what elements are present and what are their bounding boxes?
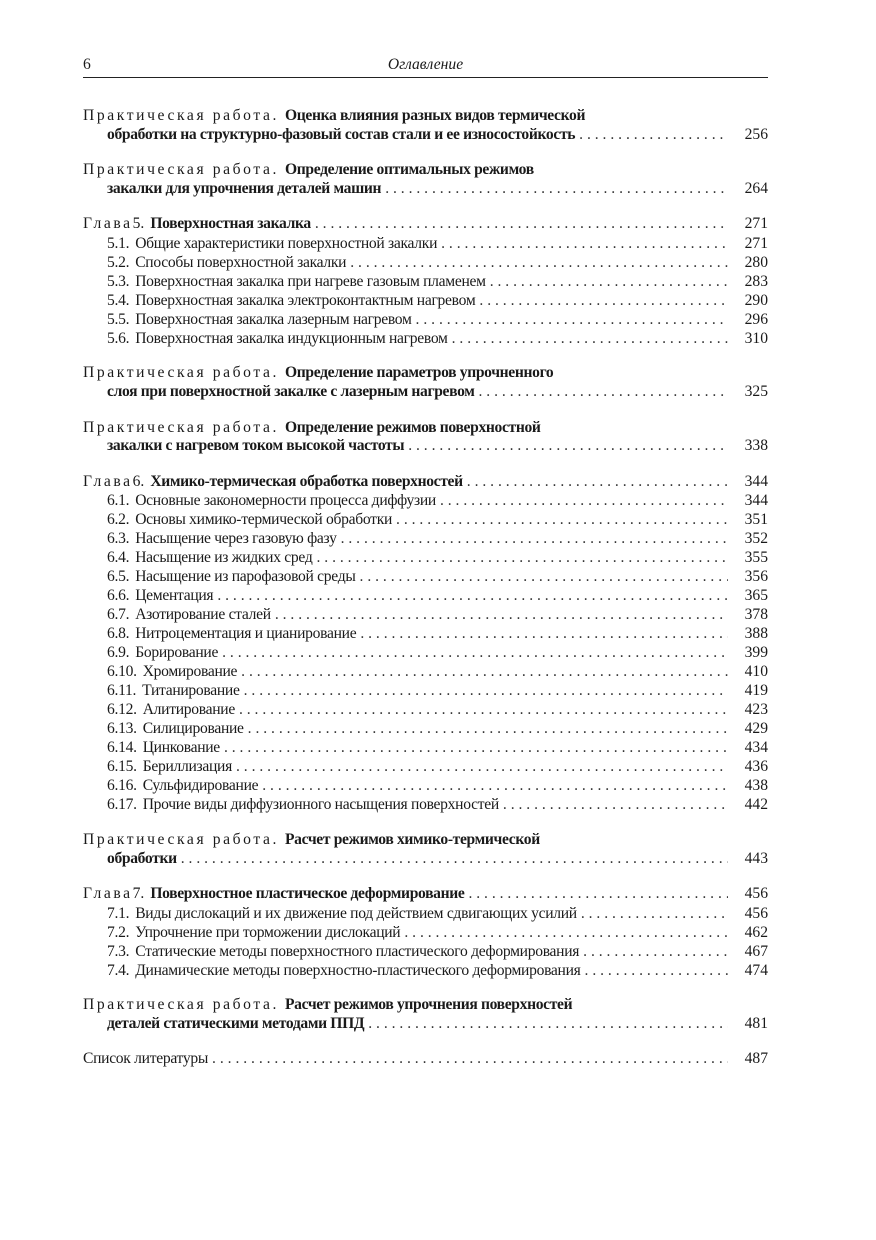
page-ref: 344 <box>744 472 768 490</box>
entry-title[interactable]: Оценка влияния разных видов термической <box>284 107 586 124</box>
chapter-number: 7. <box>132 885 145 903</box>
section-title[interactable]: Хромирование <box>142 663 238 681</box>
chapter-title[interactable]: Поверхностное пластическое деформирование <box>150 885 465 903</box>
dot-leader <box>385 180 728 199</box>
section-number: 7.4. <box>107 961 130 979</box>
toc-section <box>83 757 768 776</box>
section-title[interactable]: Виды дислокаций и их движение под действием сдвигающих усилий <box>135 904 577 922</box>
practical-label: Практическая работа. <box>83 418 279 436</box>
section-number: 6.17. <box>107 796 137 814</box>
toc-line <box>83 161 768 180</box>
section-title[interactable]: Бериллизация <box>142 758 232 776</box>
dot-leader <box>316 548 728 567</box>
toc-section <box>83 643 768 662</box>
page-ref: 443 <box>744 849 768 867</box>
section-number: 5.4. <box>107 291 130 309</box>
entry-title[interactable]: Расчет режимов упрочнения поверхностей <box>284 996 573 1014</box>
page-ref: 462 <box>744 923 768 941</box>
header-rule <box>83 77 768 78</box>
toc-section <box>83 234 768 253</box>
dot-leader <box>503 795 728 814</box>
section-title[interactable]: Азотирование сталей <box>135 606 271 624</box>
dot-leader <box>262 776 728 795</box>
dot-leader <box>217 586 728 605</box>
entry-title-cont[interactable]: закалки для упрочнения деталей машин <box>107 179 382 197</box>
toc-section <box>83 795 768 814</box>
practical-label: Практическая работа. <box>83 830 279 848</box>
page-ref: 487 <box>744 1050 768 1068</box>
toc-line <box>83 831 768 850</box>
section-title[interactable]: Основные закономерности процесса диффузии <box>135 492 436 510</box>
page-ref: 423 <box>744 701 768 719</box>
section-title[interactable]: Поверхностная закалка электроконтактным нагревом <box>135 291 476 309</box>
toc-line <box>83 1050 768 1069</box>
section-title[interactable]: Прочие виды диффузионного насыщения поверхностей <box>142 796 499 814</box>
page-ref: 356 <box>744 568 768 586</box>
dot-leader <box>440 491 728 510</box>
section-title[interactable]: Силицирование <box>142 720 244 738</box>
toc-section <box>83 548 768 567</box>
toc-practical <box>83 996 768 1034</box>
page-ref: 352 <box>744 530 768 548</box>
toc-line <box>83 364 768 383</box>
section-title[interactable]: Борирование <box>135 644 219 662</box>
toc-section <box>83 923 768 942</box>
toc-plain <box>83 1050 768 1069</box>
section-title[interactable]: Цинкование <box>142 739 220 757</box>
page-ref: 410 <box>744 663 768 681</box>
section-number: 6.10. <box>107 663 137 681</box>
toc-line <box>83 215 768 234</box>
page-ref: 456 <box>744 885 768 903</box>
page-number: 6 <box>83 56 91 73</box>
dot-leader <box>341 529 728 548</box>
section-number: 6.15. <box>107 758 137 776</box>
toc-line <box>83 126 768 145</box>
page-ref: 481 <box>744 1015 768 1033</box>
dot-leader <box>315 215 728 234</box>
dot-leader <box>239 700 728 719</box>
page-ref: 290 <box>744 291 768 309</box>
section-title[interactable]: Насыщение из парофазовой среды <box>135 568 356 586</box>
dot-leader <box>248 719 728 738</box>
entry-title-cont[interactable]: обработки на структурно-фазовый состав стали и ее износостойкость <box>107 125 576 143</box>
toc-practical <box>83 161 768 199</box>
dot-leader <box>490 272 728 291</box>
dot-leader <box>467 473 728 492</box>
page-ref: 467 <box>744 942 768 960</box>
section-title[interactable]: Поверхностная закалка лазерным нагревом <box>135 310 412 328</box>
entry-title[interactable]: Определение оптимальных режимов <box>284 161 534 179</box>
dot-leader <box>360 567 728 586</box>
dot-leader <box>479 291 728 310</box>
chapter-label: Глава <box>83 215 133 233</box>
chapter-title[interactable]: Химико-термическая обработка поверхностей <box>150 472 463 490</box>
running-header <box>83 56 768 76</box>
dot-leader <box>585 961 728 980</box>
section-title[interactable]: Алитирование <box>142 701 235 719</box>
section-title[interactable]: Нитроцементация и цианирование <box>135 625 357 643</box>
toc-section <box>83 510 768 529</box>
page-ref: 325 <box>744 383 768 401</box>
chapter-title[interactable]: Поверхностная закалка <box>150 215 311 233</box>
toc-line <box>83 437 768 456</box>
section-number: 6.7. <box>107 606 130 624</box>
section-title[interactable]: Общие характеристики поверхностной закалки <box>135 234 438 252</box>
page-ref: 283 <box>744 272 768 290</box>
entry-title-cont[interactable]: закалки с нагревом током высокой частоты <box>107 437 405 455</box>
dot-leader <box>408 437 728 456</box>
entry-title-cont[interactable]: деталей статическими методами ППД <box>107 1015 365 1033</box>
toc-line <box>83 383 768 402</box>
page-ref: 474 <box>744 961 768 979</box>
page-ref: 338 <box>744 437 768 455</box>
dot-leader <box>360 624 728 643</box>
section-number: 6.2. <box>107 511 130 529</box>
dot-leader <box>468 885 728 904</box>
practical-label: Практическая работа. <box>83 364 279 382</box>
toc-line <box>83 885 768 904</box>
toc-section <box>83 253 768 272</box>
table-of-contents <box>83 107 768 1069</box>
chapter-number: 6. <box>132 472 145 490</box>
section-number: 6.9. <box>107 644 130 662</box>
page-ref: 378 <box>744 606 768 624</box>
toc-section <box>83 272 768 291</box>
page-ref: 355 <box>744 549 768 567</box>
dot-leader <box>452 329 728 348</box>
toc-section <box>83 942 768 961</box>
section-number: 5.5. <box>107 310 130 328</box>
dot-leader <box>275 605 728 624</box>
entry-title[interactable]: Определение параметров упрочненного <box>284 364 554 382</box>
page-ref: 419 <box>744 682 768 700</box>
section-number: 6.6. <box>107 587 130 605</box>
toc-line <box>83 996 768 1015</box>
dot-leader <box>224 738 728 757</box>
section-title[interactable]: Сульфидирование <box>142 777 259 795</box>
dot-leader <box>579 126 728 145</box>
toc-chapter <box>83 215 768 348</box>
section-number: 5.2. <box>107 253 130 271</box>
section-number: 7.1. <box>107 904 130 922</box>
toc-practical <box>83 364 768 402</box>
section-title[interactable]: Поверхностная закалка при нагреве газовым пламенем <box>135 272 486 290</box>
page-ref: 256 <box>744 125 768 143</box>
dot-leader <box>583 942 728 961</box>
toc-line <box>83 850 768 869</box>
toc-section <box>83 291 768 310</box>
toc-practical <box>83 419 768 457</box>
chapter-label: Глава <box>83 472 133 490</box>
section-number: 6.5. <box>107 568 130 586</box>
page-ref: 456 <box>744 904 768 922</box>
page-ref: 310 <box>744 329 768 347</box>
section-title[interactable]: Насыщение из жидких сред <box>135 549 313 567</box>
toc-section <box>83 738 768 757</box>
section-number: 6.16. <box>107 777 137 795</box>
section-title[interactable]: Динамические методы поверхностно-пластического деформирования <box>135 961 581 979</box>
dot-leader <box>416 310 728 329</box>
toc-line <box>83 473 768 492</box>
section-title[interactable]: Титанирование <box>142 682 240 700</box>
page-ref: 351 <box>744 511 768 529</box>
toc-section <box>83 329 768 348</box>
toc-line <box>83 107 768 126</box>
dot-leader <box>441 234 728 253</box>
section-number: 6.3. <box>107 530 130 548</box>
toc-line <box>83 1015 768 1034</box>
dot-leader <box>396 510 728 529</box>
page-ref: 434 <box>744 739 768 757</box>
dot-leader <box>244 681 728 700</box>
toc-section <box>83 624 768 643</box>
dot-leader <box>368 1015 728 1034</box>
practical-label: Практическая работа. <box>83 996 279 1014</box>
section-title[interactable]: Цементация <box>135 587 214 605</box>
section-title[interactable]: Насыщение через газовую фазу <box>135 530 337 548</box>
toc-section <box>83 567 768 586</box>
toc-section <box>83 491 768 510</box>
section-title[interactable]: Основы химико-термической обработки <box>135 511 393 529</box>
section-number: 6.8. <box>107 625 130 643</box>
toc-line <box>83 180 768 199</box>
toc-practical <box>83 107 768 145</box>
page-ref: 296 <box>744 310 768 328</box>
page-ref: 280 <box>744 253 768 271</box>
toc-section <box>83 586 768 605</box>
section-number: 6.13. <box>107 720 137 738</box>
toc-section <box>83 700 768 719</box>
toc-section <box>83 310 768 329</box>
section-number: 6.4. <box>107 549 130 567</box>
page-ref: 264 <box>744 179 768 197</box>
entry-title-cont[interactable]: обработки <box>107 849 177 867</box>
page-ref: 399 <box>744 644 768 662</box>
section-number: 6.14. <box>107 739 137 757</box>
dot-leader <box>404 923 728 942</box>
chapter-number: 5. <box>132 215 145 233</box>
dot-leader <box>212 1050 728 1069</box>
section-title[interactable]: Способы поверхностной закалки <box>135 253 347 271</box>
dot-leader <box>222 643 728 662</box>
section-number: 5.1. <box>107 234 130 252</box>
page-ref: 271 <box>744 215 768 233</box>
page-ref: 271 <box>744 234 768 252</box>
page-ref: 344 <box>744 492 768 510</box>
dot-leader <box>241 662 728 681</box>
toc-practical <box>83 831 768 869</box>
entry-title[interactable]: Расчет режимов химико-термической <box>284 830 540 848</box>
page-ref: 438 <box>744 777 768 795</box>
dot-leader <box>581 904 728 923</box>
section-number: 6.11. <box>107 682 137 700</box>
entry-title[interactable]: Список литературы <box>83 1050 209 1068</box>
dot-leader <box>479 383 729 402</box>
toc-chapter <box>83 473 768 815</box>
toc-chapter <box>83 885 768 980</box>
dot-leader <box>181 850 728 869</box>
page-ref: 429 <box>744 720 768 738</box>
section-number: 5.6. <box>107 329 130 347</box>
section-number: 7.3. <box>107 942 130 960</box>
section-list <box>83 234 768 348</box>
practical-label: Практическая работа. <box>83 107 279 124</box>
section-list <box>83 491 768 814</box>
entry-title-cont[interactable]: слоя при поверхностной закалке с лазерным нагревом <box>107 383 475 401</box>
dot-leader <box>236 757 728 776</box>
section-title[interactable]: Упрочнение при торможении дислокаций <box>135 923 401 941</box>
toc-section <box>83 904 768 923</box>
chapter-label: Глава <box>83 885 133 903</box>
section-title[interactable]: Поверхностная закалка индукционным нагревом <box>135 329 448 347</box>
running-title: Оглавление <box>387 56 464 73</box>
toc-section <box>83 776 768 795</box>
page-ref: 388 <box>744 625 768 643</box>
toc-section <box>83 662 768 681</box>
section-number: 5.3. <box>107 272 130 290</box>
toc-section <box>83 719 768 738</box>
page-ref: 365 <box>744 587 768 605</box>
dot-leader <box>350 253 728 272</box>
section-list <box>83 904 768 980</box>
section-number: 7.2. <box>107 923 130 941</box>
section-number: 6.12. <box>107 701 137 719</box>
toc-section <box>83 605 768 624</box>
toc-section <box>83 961 768 980</box>
section-number: 6.1. <box>107 492 130 510</box>
section-title[interactable]: Статические методы поверхностного пластического деформирования <box>135 942 580 960</box>
toc-section <box>83 681 768 700</box>
entry-title[interactable]: Определение режимов поверхностной <box>284 418 541 436</box>
page-ref: 442 <box>744 796 768 814</box>
toc-line <box>83 419 768 438</box>
practical-label: Практическая работа. <box>83 161 279 179</box>
toc-section <box>83 529 768 548</box>
page-ref: 436 <box>744 758 768 776</box>
